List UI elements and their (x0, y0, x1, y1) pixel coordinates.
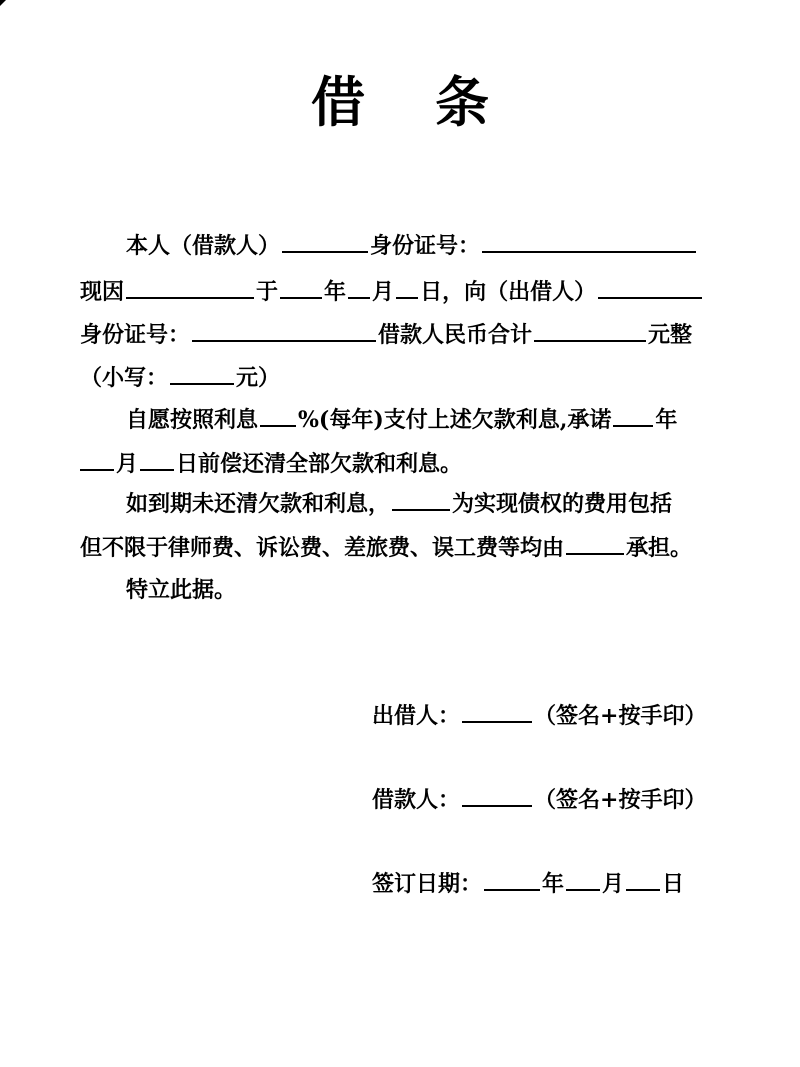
corner-mark (0, 0, 6, 6)
default-party-blank[interactable] (392, 491, 450, 511)
cost-clause-label: 为实现债权的费用包括 (452, 491, 673, 517)
lender-signature-blank[interactable] (462, 703, 532, 723)
bear-label: 承担。 (626, 535, 693, 561)
repay-month-blank[interactable] (80, 451, 114, 471)
sign-date-label: 签订日期： (372, 871, 483, 897)
lender-id-blank[interactable] (192, 322, 376, 342)
sign-month-blank[interactable] (566, 871, 600, 891)
loan-month-blank[interactable] (348, 279, 370, 299)
amount-label: 借款人民币合计 (378, 322, 533, 348)
amount-upper-blank[interactable] (534, 322, 646, 342)
borrower-label: 本人（借款人） (126, 233, 281, 259)
lender-id-label: 身份证号： (80, 322, 191, 348)
body-line-9 (80, 562, 732, 618)
repay-year-label: 年 (655, 407, 678, 433)
sign-day-blank[interactable] (626, 871, 660, 891)
borrower-signature-label: 借款人： (372, 787, 461, 813)
month-label: 月 (372, 279, 395, 305)
closing-statement: 特立此据。 (126, 577, 237, 603)
interest-label: 自愿按照利息 (126, 407, 259, 433)
sign-month-label: 月 (602, 871, 625, 897)
amount-unit-label: 元整 (648, 322, 693, 348)
yuan-label: 元） (236, 365, 281, 391)
interest-terms-label: %(每年)支付上述欠款利息,承诺 (298, 407, 612, 433)
year-label: 年 (324, 279, 347, 305)
lender-signature-line (372, 696, 706, 736)
sign-year-blank[interactable] (484, 871, 540, 891)
borrower-signature-note: （签名+按手印） (534, 787, 707, 813)
title-char-2: 条 (435, 70, 489, 134)
cost-bearer-blank[interactable] (566, 535, 624, 555)
at-label: 于 (256, 279, 279, 305)
lowercase-label: （小写： (80, 365, 169, 391)
sign-year-label: 年 (542, 871, 565, 897)
borrower-signature-blank[interactable] (462, 787, 532, 807)
cost-list-label: 但不限于律师费、诉讼费、差旅费、误工费等均由 (80, 535, 565, 561)
repay-month-label: 月 (116, 451, 139, 477)
lender-name-blank[interactable] (598, 279, 702, 299)
title-char-1: 借 (311, 70, 365, 134)
lender-signature-label: 出借人： (372, 703, 461, 729)
loan-day-blank[interactable] (396, 279, 418, 299)
repay-year-blank[interactable] (613, 407, 653, 427)
sign-date-line (372, 864, 684, 904)
repay-clause-label: 日前偿还清全部欠款和利息。 (176, 451, 463, 477)
reason-label: 现因 (80, 279, 125, 305)
interest-rate-blank[interactable] (260, 407, 296, 427)
lender-signature-note: （签名+按手印） (534, 703, 707, 729)
repay-day-blank[interactable] (140, 451, 174, 471)
borrower-name-blank[interactable] (282, 233, 368, 253)
amount-lower-blank[interactable] (170, 365, 234, 385)
borrower-signature-line (372, 780, 706, 820)
loan-year-blank[interactable] (280, 279, 322, 299)
document-title (0, 62, 800, 142)
borrower-id-label: 身份证号： (370, 233, 481, 259)
default-clause-label: 如到期未还清欠款和利息， (126, 491, 391, 517)
borrower-id-blank[interactable] (482, 233, 696, 253)
sign-day-label: 日 (662, 871, 685, 897)
reason-blank[interactable] (126, 279, 254, 299)
lender-label-inline: 日，向（出借人） (420, 279, 597, 305)
